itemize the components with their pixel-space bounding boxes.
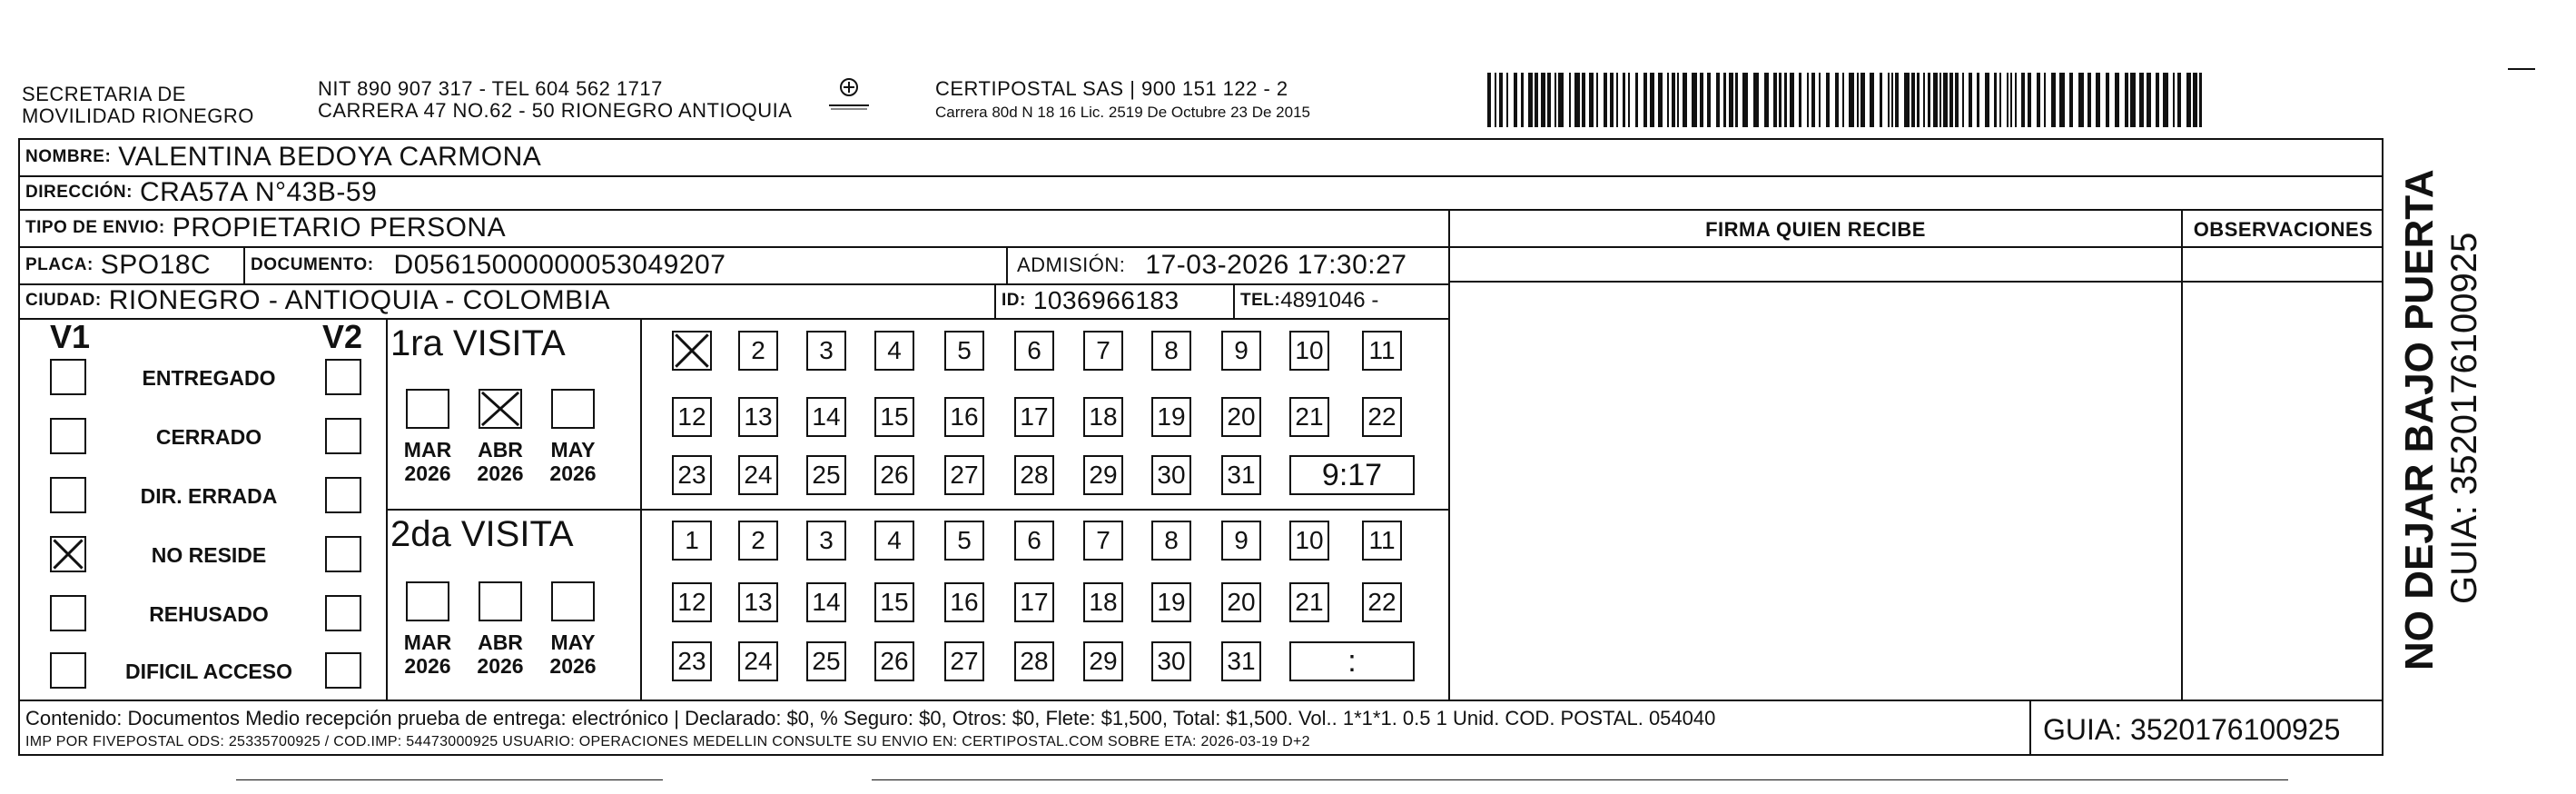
visit2-day-1[interactable]: 1 [672, 521, 712, 561]
receiver-signature-header [1450, 209, 2181, 281]
id-value: 1036966183 [1032, 286, 1179, 314]
barcode-bar [1917, 73, 1920, 127]
barcode-bar [2051, 73, 2056, 127]
recipient-address: CRA57A N°43B-59 [139, 176, 378, 207]
tel-value: 4891046 - [1280, 288, 1379, 313]
barcode-bar [1514, 73, 1517, 127]
barcode-bar [1949, 73, 1953, 127]
barcode-bar [2015, 73, 2017, 127]
visit2-day-10[interactable]: 10 [1289, 521, 1329, 561]
visit-months-divider [640, 318, 642, 700]
visit1-month-label [469, 438, 532, 485]
visit2-day-7[interactable]: 7 [1083, 521, 1123, 561]
barcode-bar [1554, 73, 1556, 127]
visit1-day-24[interactable]: 24 [738, 455, 778, 495]
status-label: DIFICIL ACCESO [124, 660, 292, 683]
barcode-bar [1799, 73, 1801, 127]
status-v2-checkbox[interactable] [325, 477, 361, 513]
visit1-month-year: 2026 [477, 462, 524, 485]
observations-label: OBSERVACIONES [2193, 218, 2374, 241]
visit2-month-label [469, 630, 532, 678]
visit1-day-18[interactable]: 18 [1083, 397, 1123, 437]
visit1-month-checkbox[interactable] [551, 389, 595, 429]
admission-row [1017, 246, 1406, 283]
address-row [25, 175, 377, 209]
visit1-day-5[interactable]: 5 [944, 331, 984, 371]
status-label: ENTREGADO [142, 366, 276, 390]
city-value: RIONEGRO - ANTIOQUIA - COLOMBIA [108, 285, 610, 315]
tel-row [1240, 283, 1378, 318]
barcode-bar [2007, 73, 2008, 127]
visit2-day-31[interactable]: 31 [1221, 641, 1261, 681]
status-label: NO RESIDE [151, 543, 267, 567]
barcode-bar [1610, 73, 1614, 127]
status-divider [386, 318, 388, 700]
visit2-day-28[interactable]: 28 [1014, 641, 1054, 681]
status-v1-checkbox[interactable] [50, 595, 86, 631]
barcode-bar [1589, 73, 1594, 127]
visit1-day-1[interactable] [672, 331, 712, 371]
barcode-bar [2087, 73, 2091, 127]
barcode-bar [2186, 73, 2191, 127]
barcode-bar [2173, 73, 2175, 127]
visit2-day-24[interactable]: 24 [738, 641, 778, 681]
barcode-bar [2163, 73, 2168, 127]
status-label: DIR. ERRADA [140, 484, 278, 508]
barcode-bar [1677, 73, 1679, 127]
barcode-bar [1904, 73, 1910, 127]
barcode-bar [2139, 73, 2144, 127]
barcode-bar [1643, 73, 1647, 127]
visit1-day-14[interactable]: 14 [806, 397, 846, 437]
barcode-bar [1729, 73, 1733, 127]
visit1-day-29[interactable]: 29 [1083, 455, 1123, 495]
visit1-day-4[interactable]: 4 [874, 331, 914, 371]
status-v2-checkbox[interactable] [325, 418, 361, 454]
barcode-bar [2096, 73, 2100, 127]
visit2-day-11[interactable]: 11 [1362, 521, 1402, 561]
visit1-day-21[interactable]: 21 [1289, 397, 1329, 437]
visit2-month-name: MAY [550, 630, 596, 654]
barcode-bar [1569, 73, 1571, 127]
barcode-bar [1672, 73, 1675, 127]
barcode-bar [1939, 73, 1941, 127]
name-label: NOMBRE: [25, 146, 112, 166]
visit2-day-15[interactable]: 15 [874, 582, 914, 622]
barcode-bar [2130, 73, 2136, 127]
visit1-day-10[interactable]: 10 [1289, 331, 1329, 371]
barcode-bar [1623, 73, 1625, 127]
barcode-bar [1811, 73, 1815, 127]
visit2-title: 2da VISITA [390, 514, 574, 554]
type-row [25, 209, 506, 246]
barcode-bar [1616, 73, 1618, 127]
barcode-bar [1528, 73, 1533, 127]
status-label: CERRADO [155, 425, 262, 449]
barcode [1487, 65, 2208, 131]
visit2-month-year: 2026 [549, 654, 597, 678]
visit2-day-16[interactable]: 16 [944, 582, 984, 622]
barcode-bar [2078, 73, 2084, 127]
barcode-bar [2059, 73, 2065, 127]
observations-header [2183, 209, 2384, 281]
barcode-bar [1994, 73, 1997, 127]
visit1-day-2[interactable]: 2 [738, 331, 778, 371]
bottom-rule-right [872, 779, 2288, 780]
visit2-day-3[interactable]: 3 [806, 521, 846, 561]
visit1-day-16[interactable]: 16 [944, 397, 984, 437]
barcode-bar [1716, 73, 1720, 127]
visit1-month-checkbox[interactable] [406, 389, 449, 429]
visit2-month-label [396, 630, 459, 678]
visit2-day-18[interactable]: 18 [1083, 582, 1123, 622]
plate-label: PLACA: [25, 254, 94, 274]
barcode-bar [1888, 73, 1890, 127]
footer-guia: GUIA: 3520176100925 [2043, 713, 2341, 746]
barcode-bar [2010, 73, 2012, 127]
visit2-day-30[interactable]: 30 [1151, 641, 1191, 681]
visit2-day-29[interactable]: 29 [1083, 641, 1123, 681]
receiver-signature-label: FIRMA QUIEN RECIBE [1705, 218, 1926, 241]
visit2-day-8[interactable]: 8 [1151, 521, 1191, 561]
visit2-day-20[interactable]: 20 [1221, 582, 1261, 622]
visit1-day-28[interactable]: 28 [1014, 455, 1054, 495]
barcode-bar [1999, 73, 2001, 127]
barcode-bar [2177, 73, 2181, 127]
barcode-bar [1985, 73, 1989, 127]
barcode-bar [2193, 73, 2197, 127]
barcode-bar [1911, 73, 1915, 127]
barcode-bar [1635, 73, 1638, 127]
visit1-day-19[interactable]: 19 [1151, 397, 1191, 437]
barcode-bar [1499, 73, 1503, 127]
receiver-signature-area[interactable] [1450, 283, 2181, 700]
barcode-bar [2115, 73, 2119, 127]
barcode-bar [1735, 73, 1738, 127]
barcode-bar [1943, 73, 1948, 127]
barcode-bar [1955, 73, 1959, 127]
certipostal-logo-icon [822, 73, 876, 113]
barcode-bar [1923, 73, 1925, 127]
visit2-month-checkbox[interactable] [551, 581, 595, 621]
visit2-day-5[interactable]: 5 [944, 521, 984, 561]
visit1-month-name: MAR [403, 438, 452, 462]
barcode-bar [2106, 73, 2109, 127]
visit2-day-26[interactable]: 26 [874, 641, 914, 681]
shipment-type: PROPIETARIO PERSONA [172, 212, 507, 243]
recipient-name: VALENTINA BEDOYA CARMONA [118, 141, 542, 172]
barcode-bar [1658, 73, 1663, 127]
visit2-day-13[interactable]: 13 [738, 582, 778, 622]
name-row [25, 138, 541, 175]
observations-area[interactable] [2183, 283, 2384, 700]
visit2-time[interactable]: : [1289, 641, 1415, 681]
visit1-time[interactable]: 9:17 [1289, 455, 1415, 495]
admission-value: 17-03-2026 17:30:27 [1145, 249, 1407, 280]
visit2-month-checkbox[interactable] [479, 581, 522, 621]
content-line: Contenido: Documentos Medio recepción prueba de entrega: electrónico | Declarado: $0, % Seguro: $0, Otros: $0, Flete: $1,500, Total: $1,500. Vol.. 1*1*1. 0.5 1 Unid. COD. POSTAL. 054040 [25, 707, 1716, 729]
visit2-day-21[interactable]: 21 [1289, 582, 1329, 622]
barcode-bar [1969, 73, 1972, 127]
admission-divider [1006, 246, 1008, 283]
imp-line: IMP POR FIVEPOSTAL ODS: 25335700925 / COD.IMP: 54473000925 USUARIO: OPERACIONES MEDELLIN CONSULTE SU ENVIO EN: CERTIPOSTAL.COM SOBRE ETA: 2026-03-19 D+2 [25, 734, 1310, 749]
bottom-rule-left [236, 779, 663, 780]
barcode-bar [1790, 73, 1794, 127]
barcode-bar [1667, 73, 1669, 127]
visit-divider [386, 509, 1448, 511]
barcode-bar [1574, 73, 1580, 127]
visit2-month-name: ABR [478, 630, 523, 654]
barcode-bar [1558, 73, 1564, 127]
barcode-bar [1807, 73, 1809, 127]
barcode-bar [1700, 73, 1703, 127]
row-line-5 [18, 318, 1448, 320]
visit1-month-checkbox[interactable] [479, 389, 522, 429]
barcode-bar [1604, 73, 1607, 127]
org-line-1: SECRETARIA DE [22, 83, 186, 105]
barcode-bar [1819, 73, 1821, 127]
address-label: DIRECCIÓN: [25, 182, 133, 202]
status-v1-checkbox[interactable] [50, 359, 86, 395]
barcode-bar [1535, 73, 1538, 127]
barcode-bar [1692, 73, 1697, 127]
doc-row [251, 246, 725, 283]
status-v2-checkbox[interactable] [325, 359, 361, 395]
visit1-month-name: MAY [550, 438, 596, 462]
nit-line: NIT 890 907 317 - TEL 604 562 1717 [318, 77, 663, 100]
visit1-title: 1ra VISITA [390, 323, 566, 363]
visit2-month-year: 2026 [404, 654, 451, 678]
visit2-day-25[interactable]: 25 [806, 641, 846, 681]
barcode-bar [1773, 73, 1777, 127]
barcode-bar [1891, 73, 1893, 127]
visit1-day-20[interactable]: 20 [1221, 397, 1261, 437]
status-v1-checkbox[interactable] [50, 536, 86, 572]
barcode-bar [1487, 73, 1491, 127]
barcode-bar [1826, 73, 1830, 127]
visit2-day-17[interactable]: 17 [1014, 582, 1054, 622]
v2-label: V2 [322, 318, 363, 355]
barcode-bar [1977, 73, 1979, 127]
status-label: REHUSADO [149, 602, 269, 626]
visit1-day-9[interactable]: 9 [1221, 331, 1261, 371]
tel-divider [1233, 283, 1235, 318]
status-v2-checkbox[interactable] [325, 652, 361, 689]
status-v1-checkbox[interactable] [50, 477, 86, 513]
barcode-bar [1742, 73, 1748, 127]
footer-guia-divider [2029, 700, 2031, 756]
org-line-2: MOVILIDAD RIONEGRO [22, 104, 254, 127]
status-v1-checkbox[interactable] [50, 652, 86, 689]
barcode-bar [2069, 73, 2073, 127]
visit2-month-year: 2026 [477, 654, 524, 678]
visit2-day-12[interactable]: 12 [672, 582, 712, 622]
visit2-day-14[interactable]: 14 [806, 582, 846, 622]
visit2-day-27[interactable]: 27 [944, 641, 984, 681]
barcode-bar [1962, 73, 1964, 127]
barcode-bar [1521, 73, 1524, 127]
side-guia: GUIA: 3520176100925 [2444, 232, 2484, 604]
barcode-bar [1933, 73, 1938, 127]
courier-line-1: CERTIPOSTAL SAS | 900 151 122 - 2 [935, 77, 1288, 100]
visit1-day-12[interactable]: 12 [672, 397, 712, 437]
barcode-bar [1723, 73, 1726, 127]
visit1-day-27[interactable]: 27 [944, 455, 984, 495]
visit1-day-8[interactable]: 8 [1151, 331, 1191, 371]
barcode-bar [2125, 73, 2128, 127]
visit1-day-26[interactable]: 26 [874, 455, 914, 495]
status-v1-checkbox[interactable] [50, 418, 86, 454]
status-v2-checkbox[interactable] [325, 595, 361, 631]
status-v2-checkbox[interactable] [325, 536, 361, 572]
plate-value: SPO18C [100, 249, 212, 280]
barcode-bar [1928, 73, 1930, 127]
type-label: TIPO DE ENVIO: [25, 217, 165, 237]
barcode-bar [2147, 73, 2151, 127]
barcode-bar [2037, 73, 2040, 127]
visit2-day-6[interactable]: 6 [1014, 521, 1054, 561]
barcode-bar [2156, 73, 2159, 127]
city-label: CIUDAD: [25, 291, 102, 310]
visit1-month-name: ABR [478, 438, 523, 462]
barcode-bar [2021, 73, 2025, 127]
plate-row [25, 246, 211, 283]
visit1-day-15[interactable]: 15 [874, 397, 914, 437]
barcode-bar [1870, 73, 1874, 127]
barcode-bar [1582, 73, 1585, 127]
top-right-dash [2508, 68, 2535, 70]
visit1-day-13[interactable]: 13 [738, 397, 778, 437]
visit1-day-3[interactable]: 3 [806, 331, 846, 371]
barcode-bar [2044, 73, 2046, 127]
tel-label: TEL: [1240, 291, 1281, 310]
barcode-bar [1596, 73, 1598, 127]
visit2-month-name: MAR [403, 630, 452, 654]
barcode-bar [1764, 73, 1769, 127]
city-row [25, 283, 610, 318]
org-name [22, 84, 254, 127]
id-row [1002, 283, 1179, 318]
courier-info [935, 78, 1310, 122]
barcode-bar [1506, 73, 1508, 127]
visit1-month-label [541, 438, 605, 485]
barcode-bar [1650, 73, 1654, 127]
visit1-day-6[interactable]: 6 [1014, 331, 1054, 371]
barcode-bar [1880, 73, 1882, 127]
barcode-bar [2199, 73, 2202, 127]
visit1-day-23[interactable]: 23 [672, 455, 712, 495]
visit1-month-year: 2026 [404, 462, 451, 485]
visit2-day-22[interactable]: 22 [1362, 582, 1402, 622]
barcode-bar [1541, 73, 1545, 127]
visit2-day-23[interactable]: 23 [672, 641, 712, 681]
visit1-month-year: 2026 [549, 462, 597, 485]
visit2-day-4[interactable]: 4 [874, 521, 914, 561]
v1-label: V1 [50, 318, 91, 355]
barcode-bar [1547, 73, 1551, 127]
visit2-day-19[interactable]: 19 [1151, 582, 1191, 622]
barcode-bar [1860, 73, 1865, 127]
visit1-day-11[interactable]: 11 [1362, 331, 1402, 371]
barcode-bar [1753, 73, 1759, 127]
visit1-day-7[interactable]: 7 [1083, 331, 1123, 371]
barcode-bar [1683, 73, 1687, 127]
doc-value: D05615000000053049207 [393, 249, 726, 280]
visit1-day-31[interactable]: 31 [1221, 455, 1261, 495]
id-label: ID: [1002, 291, 1026, 310]
address-line: CARRERA 47 NO.62 - 50 RIONEGRO ANTIOQUIA [318, 99, 793, 122]
barcode-bar [1707, 73, 1711, 127]
visit1-day-25[interactable]: 25 [806, 455, 846, 495]
org-contact [318, 78, 792, 122]
no-dejar-warning: NO DEJAR BAJO PUERTA [2397, 169, 2442, 670]
barcode-bar [1495, 73, 1496, 127]
visit1-day-22[interactable]: 22 [1362, 397, 1402, 437]
visit2-month-label [541, 630, 605, 678]
courier-line-2: Carrera 80d N 18 16 Lic. 2519 De Octubre 23 De 2015 [935, 104, 1310, 121]
visit2-month-checkbox[interactable] [406, 581, 449, 621]
visit1-month-label [396, 438, 459, 485]
admission-label: ADMISIÓN: [1017, 253, 1126, 276]
barcode-bar [1784, 73, 1787, 127]
barcode-bar [1849, 73, 1854, 127]
visit1-day-17[interactable]: 17 [1014, 397, 1054, 437]
barcode-bar [1779, 73, 1781, 127]
id-divider [994, 283, 996, 318]
visit2-day-9[interactable]: 9 [1221, 521, 1261, 561]
barcode-bar [1835, 73, 1839, 127]
visit1-day-30[interactable]: 30 [1151, 455, 1191, 495]
barcode-bar [2028, 73, 2031, 127]
plate-divider [243, 246, 245, 283]
visit2-day-2[interactable]: 2 [738, 521, 778, 561]
barcode-bar [1628, 73, 1630, 127]
barcode-bar [1895, 73, 1899, 127]
barcode-bar [1842, 73, 1844, 127]
barcode-bar [1857, 73, 1859, 127]
doc-label: DOCUMENTO: [251, 254, 374, 274]
